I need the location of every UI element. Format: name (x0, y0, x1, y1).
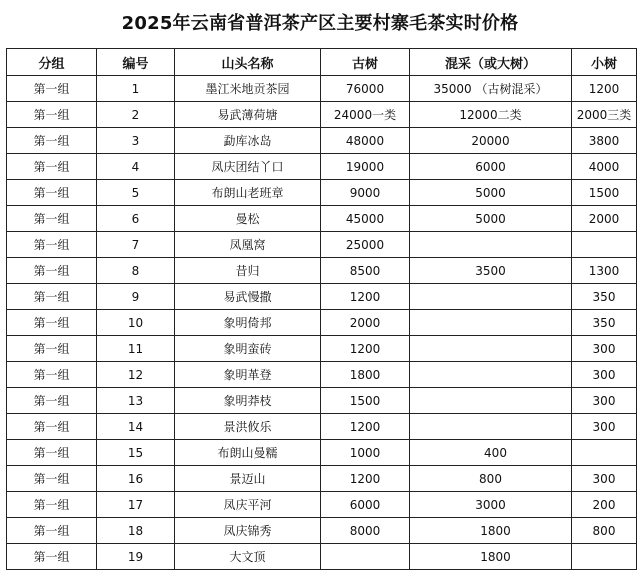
table-row (7, 414, 637, 440)
table-row (7, 440, 637, 466)
mountain-name-cell: 象明莽枝 (175, 388, 321, 414)
number-cell: 19 (97, 544, 175, 570)
mixed-price-cell: 20000 (410, 128, 572, 154)
header-number: 编号 (97, 49, 175, 76)
mountain-name-cell: 大文顶 (175, 544, 321, 570)
mountain-name-cell: 墨江米地贡茶园 (175, 76, 321, 102)
number-cell: 2 (97, 102, 175, 128)
table-row (7, 310, 637, 336)
number-cell: 4 (97, 154, 175, 180)
number-cell: 16 (97, 466, 175, 492)
mountain-name-cell: 象明倚邦 (175, 310, 321, 336)
ancient-tree-price-cell: 2000 (321, 310, 410, 336)
number-cell: 15 (97, 440, 175, 466)
small-tree-price-cell: 350 (572, 284, 637, 310)
number-cell: 18 (97, 518, 175, 544)
ancient-tree-price-cell: 25000 (321, 232, 410, 258)
table-body (7, 76, 637, 570)
group-cell: 第一组 (7, 258, 97, 284)
mountain-name-cell: 勐库冰岛 (175, 128, 321, 154)
table-row (7, 232, 637, 258)
small-tree-price-cell: 800 (572, 518, 637, 544)
mountain-name-cell: 昔归 (175, 258, 321, 284)
number-cell: 7 (97, 232, 175, 258)
table-row (7, 180, 637, 206)
small-tree-price-cell: 300 (572, 466, 637, 492)
group-cell: 第一组 (7, 232, 97, 258)
group-cell: 第一组 (7, 180, 97, 206)
mixed-price-cell (410, 284, 572, 310)
mixed-price-cell (410, 310, 572, 336)
mixed-price-cell: 5000 (410, 180, 572, 206)
small-tree-price-cell: 300 (572, 388, 637, 414)
mountain-name-cell: 景洪攸乐 (175, 414, 321, 440)
ancient-tree-price-cell: 1200 (321, 466, 410, 492)
mountain-name-cell: 凤庆团结丫口 (175, 154, 321, 180)
header-small-tree: 小树 (572, 49, 637, 76)
group-cell: 第一组 (7, 336, 97, 362)
mixed-price-cell: 3000 (410, 492, 572, 518)
table-row (7, 388, 637, 414)
table-row (7, 518, 637, 544)
mixed-price-cell (410, 336, 572, 362)
ancient-tree-price-cell: 45000 (321, 206, 410, 232)
mixed-price-cell (410, 414, 572, 440)
small-tree-price-cell: 4000 (572, 154, 637, 180)
small-tree-price-cell (572, 544, 637, 570)
table-row (7, 128, 637, 154)
small-tree-price-cell: 300 (572, 336, 637, 362)
mixed-price-cell (410, 232, 572, 258)
small-tree-price-cell (572, 232, 637, 258)
table-row (7, 336, 637, 362)
number-cell: 10 (97, 310, 175, 336)
ancient-tree-price-cell: 8000 (321, 518, 410, 544)
mountain-name-cell: 象明蛮砖 (175, 336, 321, 362)
number-cell: 1 (97, 76, 175, 102)
ancient-tree-price-cell: 1800 (321, 362, 410, 388)
table-header-row (7, 49, 637, 76)
number-cell: 3 (97, 128, 175, 154)
mixed-price-cell (410, 362, 572, 388)
group-cell: 第一组 (7, 466, 97, 492)
number-cell: 14 (97, 414, 175, 440)
group-cell: 第一组 (7, 518, 97, 544)
table-row (7, 154, 637, 180)
small-tree-price-cell: 350 (572, 310, 637, 336)
mountain-name-cell: 凤庆锦秀 (175, 518, 321, 544)
ancient-tree-price-cell: 1200 (321, 336, 410, 362)
price-table (6, 48, 637, 570)
small-tree-price-cell: 300 (572, 414, 637, 440)
small-tree-price-cell: 2000 (572, 206, 637, 232)
table-row (7, 492, 637, 518)
mountain-name-cell: 凤庆平河 (175, 492, 321, 518)
ancient-tree-price-cell: 24000一类 (321, 102, 410, 128)
table-row (7, 76, 637, 102)
mixed-price-cell: 3500 (410, 258, 572, 284)
group-cell: 第一组 (7, 414, 97, 440)
number-cell: 11 (97, 336, 175, 362)
mixed-price-cell: 35000 （古树混采） (410, 76, 572, 102)
mountain-name-cell: 易武慢撒 (175, 284, 321, 310)
mixed-price-cell: 800 (410, 466, 572, 492)
number-cell: 5 (97, 180, 175, 206)
mixed-price-cell: 1800 (410, 544, 572, 570)
number-cell: 8 (97, 258, 175, 284)
mixed-price-cell: 1800 (410, 518, 572, 544)
ancient-tree-price-cell: 8500 (321, 258, 410, 284)
group-cell: 第一组 (7, 440, 97, 466)
ancient-tree-price-cell: 1200 (321, 414, 410, 440)
header-group: 分组 (7, 49, 97, 76)
small-tree-price-cell: 2000三类 (572, 102, 637, 128)
group-cell: 第一组 (7, 544, 97, 570)
ancient-tree-price-cell: 6000 (321, 492, 410, 518)
group-cell: 第一组 (7, 206, 97, 232)
small-tree-price-cell: 3800 (572, 128, 637, 154)
header-mountain-name: 山头名称 (175, 49, 321, 76)
number-cell: 17 (97, 492, 175, 518)
mixed-price-cell: 400 (410, 440, 572, 466)
mountain-name-cell: 象明革登 (175, 362, 321, 388)
number-cell: 12 (97, 362, 175, 388)
group-cell: 第一组 (7, 102, 97, 128)
mountain-name-cell: 布朗山曼糯 (175, 440, 321, 466)
mountain-name-cell: 凤凰窝 (175, 232, 321, 258)
group-cell: 第一组 (7, 76, 97, 102)
ancient-tree-price-cell (321, 544, 410, 570)
table-row (7, 362, 637, 388)
mountain-name-cell: 景迈山 (175, 466, 321, 492)
mixed-price-cell (410, 388, 572, 414)
mixed-price-cell: 5000 (410, 206, 572, 232)
group-cell: 第一组 (7, 310, 97, 336)
small-tree-price-cell: 1500 (572, 180, 637, 206)
small-tree-price-cell: 200 (572, 492, 637, 518)
table-row (7, 102, 637, 128)
mixed-price-cell: 12000二类 (410, 102, 572, 128)
mountain-name-cell: 布朗山老班章 (175, 180, 321, 206)
table-row (7, 258, 637, 284)
group-cell: 第一组 (7, 492, 97, 518)
group-cell: 第一组 (7, 362, 97, 388)
group-cell: 第一组 (7, 128, 97, 154)
group-cell: 第一组 (7, 284, 97, 310)
ancient-tree-price-cell: 1200 (321, 284, 410, 310)
table-row (7, 466, 637, 492)
table-row (7, 206, 637, 232)
mixed-price-cell: 6000 (410, 154, 572, 180)
ancient-tree-price-cell: 1000 (321, 440, 410, 466)
small-tree-price-cell: 1200 (572, 76, 637, 102)
ancient-tree-price-cell: 76000 (321, 76, 410, 102)
table-row (7, 284, 637, 310)
ancient-tree-price-cell: 48000 (321, 128, 410, 154)
small-tree-price-cell (572, 440, 637, 466)
mountain-name-cell: 易武薄荷塘 (175, 102, 321, 128)
ancient-tree-price-cell: 1500 (321, 388, 410, 414)
group-cell: 第一组 (7, 154, 97, 180)
number-cell: 6 (97, 206, 175, 232)
page-title: 2025年云南省普洱茶产区主要村寨毛茶实时价格 (121, 13, 519, 34)
table-row (7, 544, 637, 570)
ancient-tree-price-cell: 19000 (321, 154, 410, 180)
number-cell: 9 (97, 284, 175, 310)
mountain-name-cell: 曼松 (175, 206, 321, 232)
small-tree-price-cell: 1300 (572, 258, 637, 284)
header-ancient-tree: 古树 (321, 49, 410, 76)
number-cell: 13 (97, 388, 175, 414)
group-cell: 第一组 (7, 388, 97, 414)
header-mixed-picking: 混采（或大树） (410, 49, 572, 76)
ancient-tree-price-cell: 9000 (321, 180, 410, 206)
small-tree-price-cell: 300 (572, 362, 637, 388)
